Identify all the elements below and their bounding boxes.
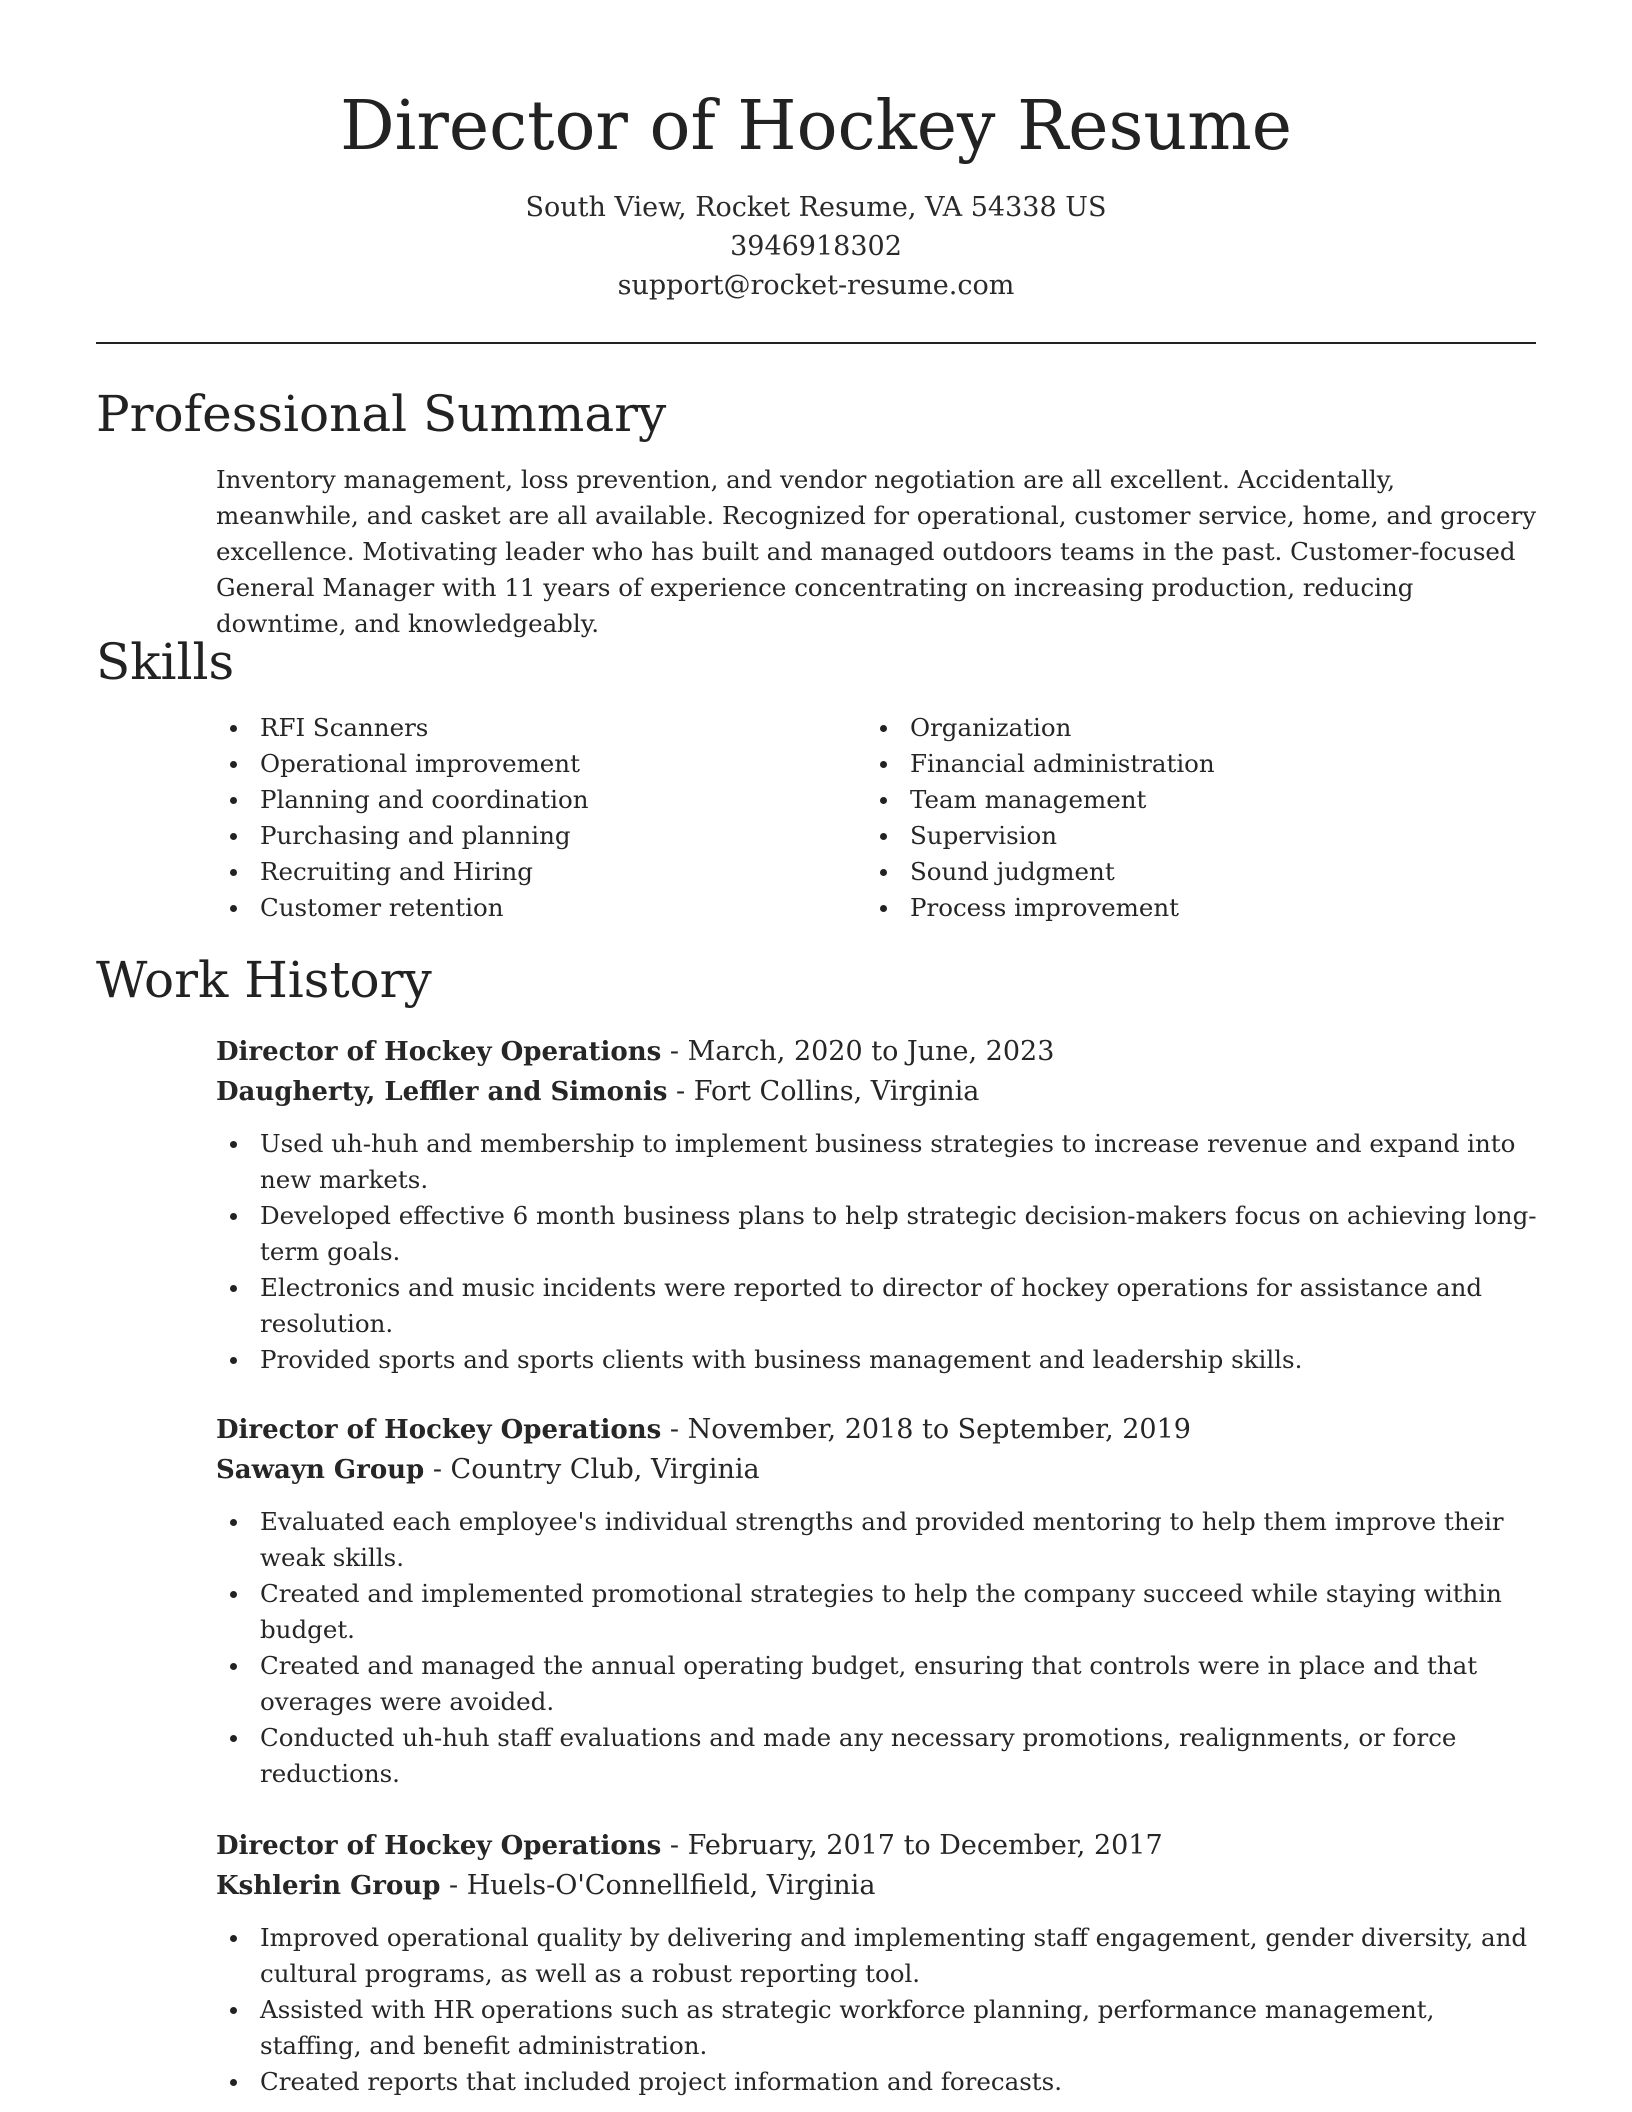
job-bullet: Created and managed the annual operating budget, ensuring that controls were in place and that overages were avoided. — [216, 1648, 1538, 1720]
job-bullet: Assisted with HR operations such as strategic workforce planning, performance management, staffing, and benefit administration. — [216, 1992, 1538, 2064]
job-location: - Huels-O'Connellfield, Virginia — [440, 1870, 876, 1901]
skill-item: Supervision — [866, 818, 1506, 854]
job-company: Daugherty, Leffler and Simonis — [216, 1077, 668, 1107]
job-bullet: Created and implemented promotional strategies to help the company succeed while staying within budget. — [216, 1576, 1538, 1648]
job-bullet: Improved operational quality by delivering and implementing staff engagement, gender diversity, and cultural programs, as well as a robust reporting tool. — [216, 1920, 1538, 1992]
job-bullet: Conducted uh-huh staff evaluations and made any necessary promotions, realignments, or force reductions. — [216, 1720, 1538, 1792]
skill-item: Process improvement — [866, 890, 1506, 926]
job-title-line — [216, 1410, 1538, 1450]
job-bullets — [216, 1504, 1538, 1792]
resume-title: Director of Hockey Resume — [340, 87, 1292, 166]
resume-header — [0, 0, 1632, 305]
summary-heading: Professional Summary — [96, 385, 667, 443]
job-dates: - March, 2020 to June, 2023 — [661, 1036, 1055, 1067]
work-history-heading: Work History — [96, 951, 432, 1009]
contact-phone: 3946918302 — [730, 231, 902, 262]
skill-item: Financial administration — [866, 746, 1506, 782]
contact-email: support@rocket-resume.com — [617, 270, 1015, 301]
skill-item: Operational improvement — [216, 746, 856, 782]
job-location: - Fort Collins, Virginia — [667, 1076, 980, 1107]
job-company: Sawayn Group — [216, 1455, 425, 1485]
job-entry — [216, 1032, 1538, 1378]
skill-item: Purchasing and planning — [216, 818, 856, 854]
job-title: Director of Hockey Operations — [216, 1831, 662, 1861]
contact-block — [0, 188, 1632, 305]
skill-item: Organization — [866, 710, 1506, 746]
job-bullet: Developed effective 6 month business plans to help strategic decision-makers focus on achieving long-term goals. — [216, 1198, 1538, 1270]
skills-list-right — [866, 710, 1506, 926]
skill-item: Sound judgment — [866, 854, 1506, 890]
skill-item: Customer retention — [216, 890, 856, 926]
job-company-line — [216, 1866, 1538, 1906]
skill-item: Team management — [866, 782, 1506, 818]
job-bullet: Provided sports and sports clients with business management and leadership skills. — [216, 1342, 1538, 1378]
job-dates: - February, 2017 to December, 2017 — [661, 1830, 1163, 1861]
job-title-line — [216, 1032, 1538, 1072]
job-title: Director of Hockey Operations — [216, 1037, 662, 1067]
skill-item: Planning and coordination — [216, 782, 856, 818]
summary-text: Inventory management, loss prevention, and vendor negotiation are all excellent. Accidentally, meanwhile, and casket are all available. Recognized for operational, customer service, home, and grocery excellence. Motivating leader who has built and managed outdoors teams in the past. Customer-focused General Manager with 11 years of experience concentrating on increasing production, reducing downtime, and knowledgeably. — [216, 465, 1537, 638]
skills-heading: Skills — [96, 633, 235, 691]
job-title: Director of Hockey Operations — [216, 1415, 662, 1445]
skill-item: RFI Scanners — [216, 710, 856, 746]
job-title-line — [216, 1826, 1538, 1866]
job-bullet: Used uh-huh and membership to implement business strategies to increase revenue and expand into new markets. — [216, 1126, 1538, 1198]
job-bullet: Electronics and music incidents were reported to director of hockey operations for assistance and resolution. — [216, 1270, 1538, 1342]
job-company-line — [216, 1072, 1538, 1112]
job-dates: - November, 2018 to September, 2019 — [661, 1414, 1191, 1445]
job-bullet: Created reports that included project information and forecasts. — [216, 2064, 1538, 2100]
job-bullet: Evaluated each employee's individual strengths and provided mentoring to help them improve their weak skills. — [216, 1504, 1538, 1576]
header-divider — [96, 342, 1536, 344]
contact-address: South View, Rocket Resume, VA 54338 US — [525, 192, 1107, 223]
skill-item: Recruiting and Hiring — [216, 854, 856, 890]
job-bullets — [216, 1126, 1538, 1378]
job-company: Kshlerin Group — [216, 1871, 441, 1901]
job-bullets — [216, 1920, 1538, 2100]
job-entry — [216, 1826, 1538, 2100]
job-entry — [216, 1410, 1538, 1792]
job-company-line — [216, 1450, 1538, 1490]
job-location: - Country Club, Virginia — [424, 1454, 760, 1485]
skills-list-left — [216, 710, 856, 926]
